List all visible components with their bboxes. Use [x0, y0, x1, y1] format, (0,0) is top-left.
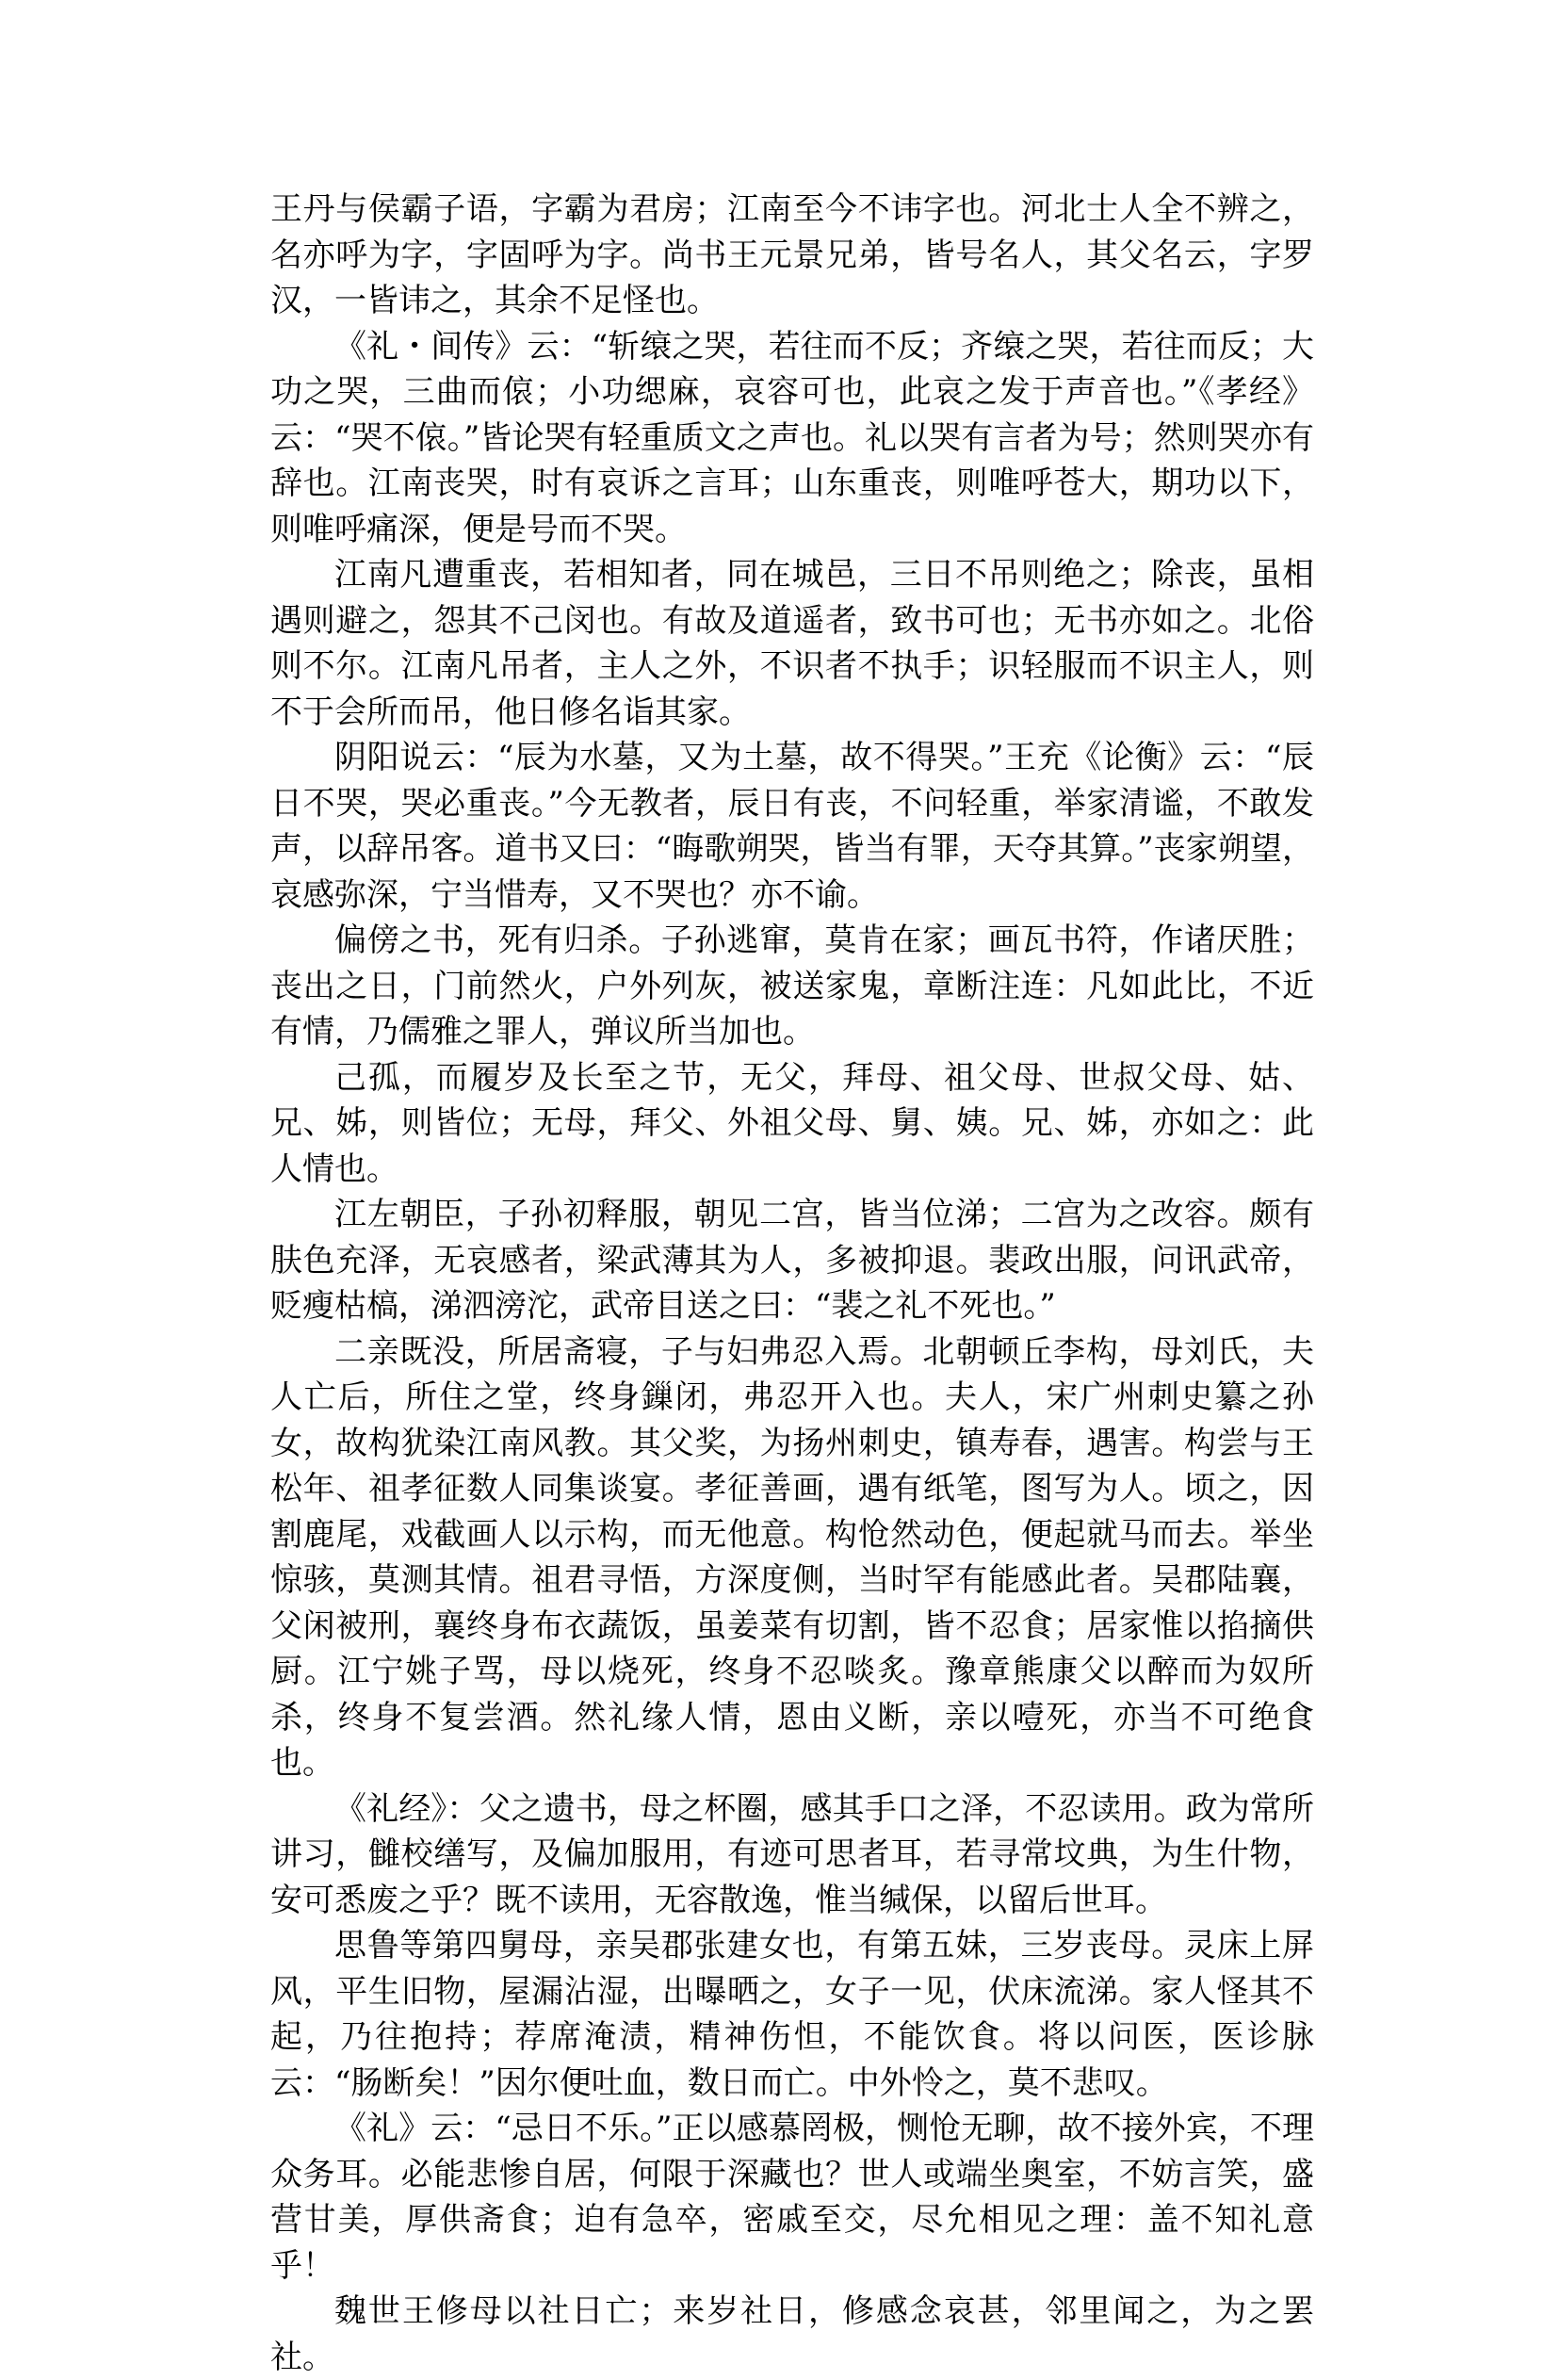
paragraph: 思鲁等第四舅母，亲吴郡张建女也，有第五妹，三岁丧母。灵床上屏风，平生旧物，屋漏沾湿，出曝晒之，女子一见，伏床流涕。家人怪其不起，乃往抱持；荐席淹渍，精神伤怛，不能饮食。将以问医，医诊脉云：“肠断矣！”因尔便吐血，数日而亡。中外怜之，莫不悲叹。: [270, 1927, 1314, 2102]
paragraph: 《礼・间传》云：“斩缞之哭，若往而不反；齐缞之哭，若往而反；大功之哭，三曲而偯；小功缌麻，哀容可也，此哀之发于声音也。”《孝经》云：“哭不偯。”皆论哭有轻重质文之声也。礼以哭有言者为号；然则哭亦有辞也。江南丧哭，时有哀诉之言耳；山东重丧，则唯呼苍大，期功以下，则唯呼痛深，便是号而不哭。: [270, 327, 1314, 548]
paragraph: 己孤，而履岁及长至之节，无父，拜母、祖父母、世叔父母、姑、兄、姊，则皆位；无母，拜父、外祖父母、舅、姨。兄、姊，亦如之：此人情也。: [270, 1058, 1314, 1188]
paragraph: 江南凡遭重丧，若相知者，同在城邑，三日不吊则绝之；除丧，虽相遇则避之，怨其不己闵也。有故及道遥者，致书可也；无书亦如之。北俗则不尔。江南凡吊者，主人之外，不识者不执手；识轻服而不识主人，则不于会所而吊，他日修名诣其家。: [270, 556, 1314, 731]
paragraph: 《礼经》：父之遗书，母之杯圈，感其手口之泽，不忍读用。政为常所讲习，雠校缮写，及偏加服用，有迹可思者耳，若寻常坟典，为生什物，安可悉废之乎？既不读用，无容散逸，惟当缄保，以留后世耳。: [270, 1789, 1314, 1919]
paragraph: 江左朝臣，子孙初释服，朝见二宫，皆当位涕；二宫为之改容。颇有肤色充泽，无哀感者，梁武薄其为人，多被抑退。裴政出服，问讯武帝，贬瘦枯槁，涕泗滂沱，武帝目送之曰：“裴之礼不死也。”: [270, 1196, 1314, 1325]
paragraph: 二亲既没，所居斋寝，子与妇弗忍入焉。北朝顿丘李构，母刘氏，夫人亡后，所住之堂，终身鏁闭，弗忍开入也。夫人，宋广州刺史纂之孙女，故构犹染江南风教。其父奖，为扬州刺史，镇寿春，遇害。构尝与王松年、祖孝征数人同集谈宴。孝征善画，遇有纸笔，图写为人。顷之，因割鹿尾，戏截画人以示构，而无他意。构怆然动色，便起就马而去。举坐惊骇，莫测其情。祖君寻悟，方深度侧，当时罕有能感此者。吴郡陆襄，父闲被刑，襄终身布衣蔬饭，虽姜菜有切割，皆不忍食；居家惟以掐摘供厨。江宁姚子骂，母以烧死，终身不忍啖炙。豫章熊康父以醉而为奴所杀，终身不复尝酒。然礼缘人情，恩由义断，亲以噎死，亦当不可绝食也。: [270, 1332, 1314, 1782]
paragraph: 《礼》云：“忌日不乐。”正以感慕罔极，恻怆无聊，故不接外宾，不理众务耳。必能悲惨自居，何限于深藏也？世人或端坐奥室，不妨言笑，盛营甘美，厚供斋食；迫有急卒，密戚至交，尽允相见之理：盖不知礼意乎！: [270, 2110, 1314, 2285]
document-page: [270, 187, 1314, 2380]
paragraph: 阴阳说云：“辰为水墓，又为土墓，故不得哭。”王充《论衡》云：“辰日不哭，哭必重丧。”今无教者，辰日有丧，不问轻重，举家清谧，不敢发声，以辞吊客。道书又曰：“晦歌朔哭，皆当有罪，天夺其算。”丧家朔望，哀感弥深，宁当惜寿，又不哭也？亦不谕。: [270, 739, 1314, 914]
paragraph: 王丹与侯霸子语，字霸为君房；江南至今不讳字也。河北士人全不辨之，名亦呼为字，字固呼为字。尚书王元景兄弟，皆号名人，其父名云，字罗汉，一皆讳之，其余不足怪也。: [270, 190, 1314, 319]
paragraph: 魏世王修母以社日亡；来岁社日，修感念哀甚，邻里闻之，为之罢社。: [270, 2292, 1314, 2376]
paragraph: 偏傍之书，死有归杀。子孙逃窜，莫肯在家；画瓦书符，作诸厌胜；丧出之日，门前然火，户外列灰，被送家鬼，章断注连：凡如此比，不近有情，乃儒雅之罪人，弹议所当加也。: [270, 921, 1314, 1051]
